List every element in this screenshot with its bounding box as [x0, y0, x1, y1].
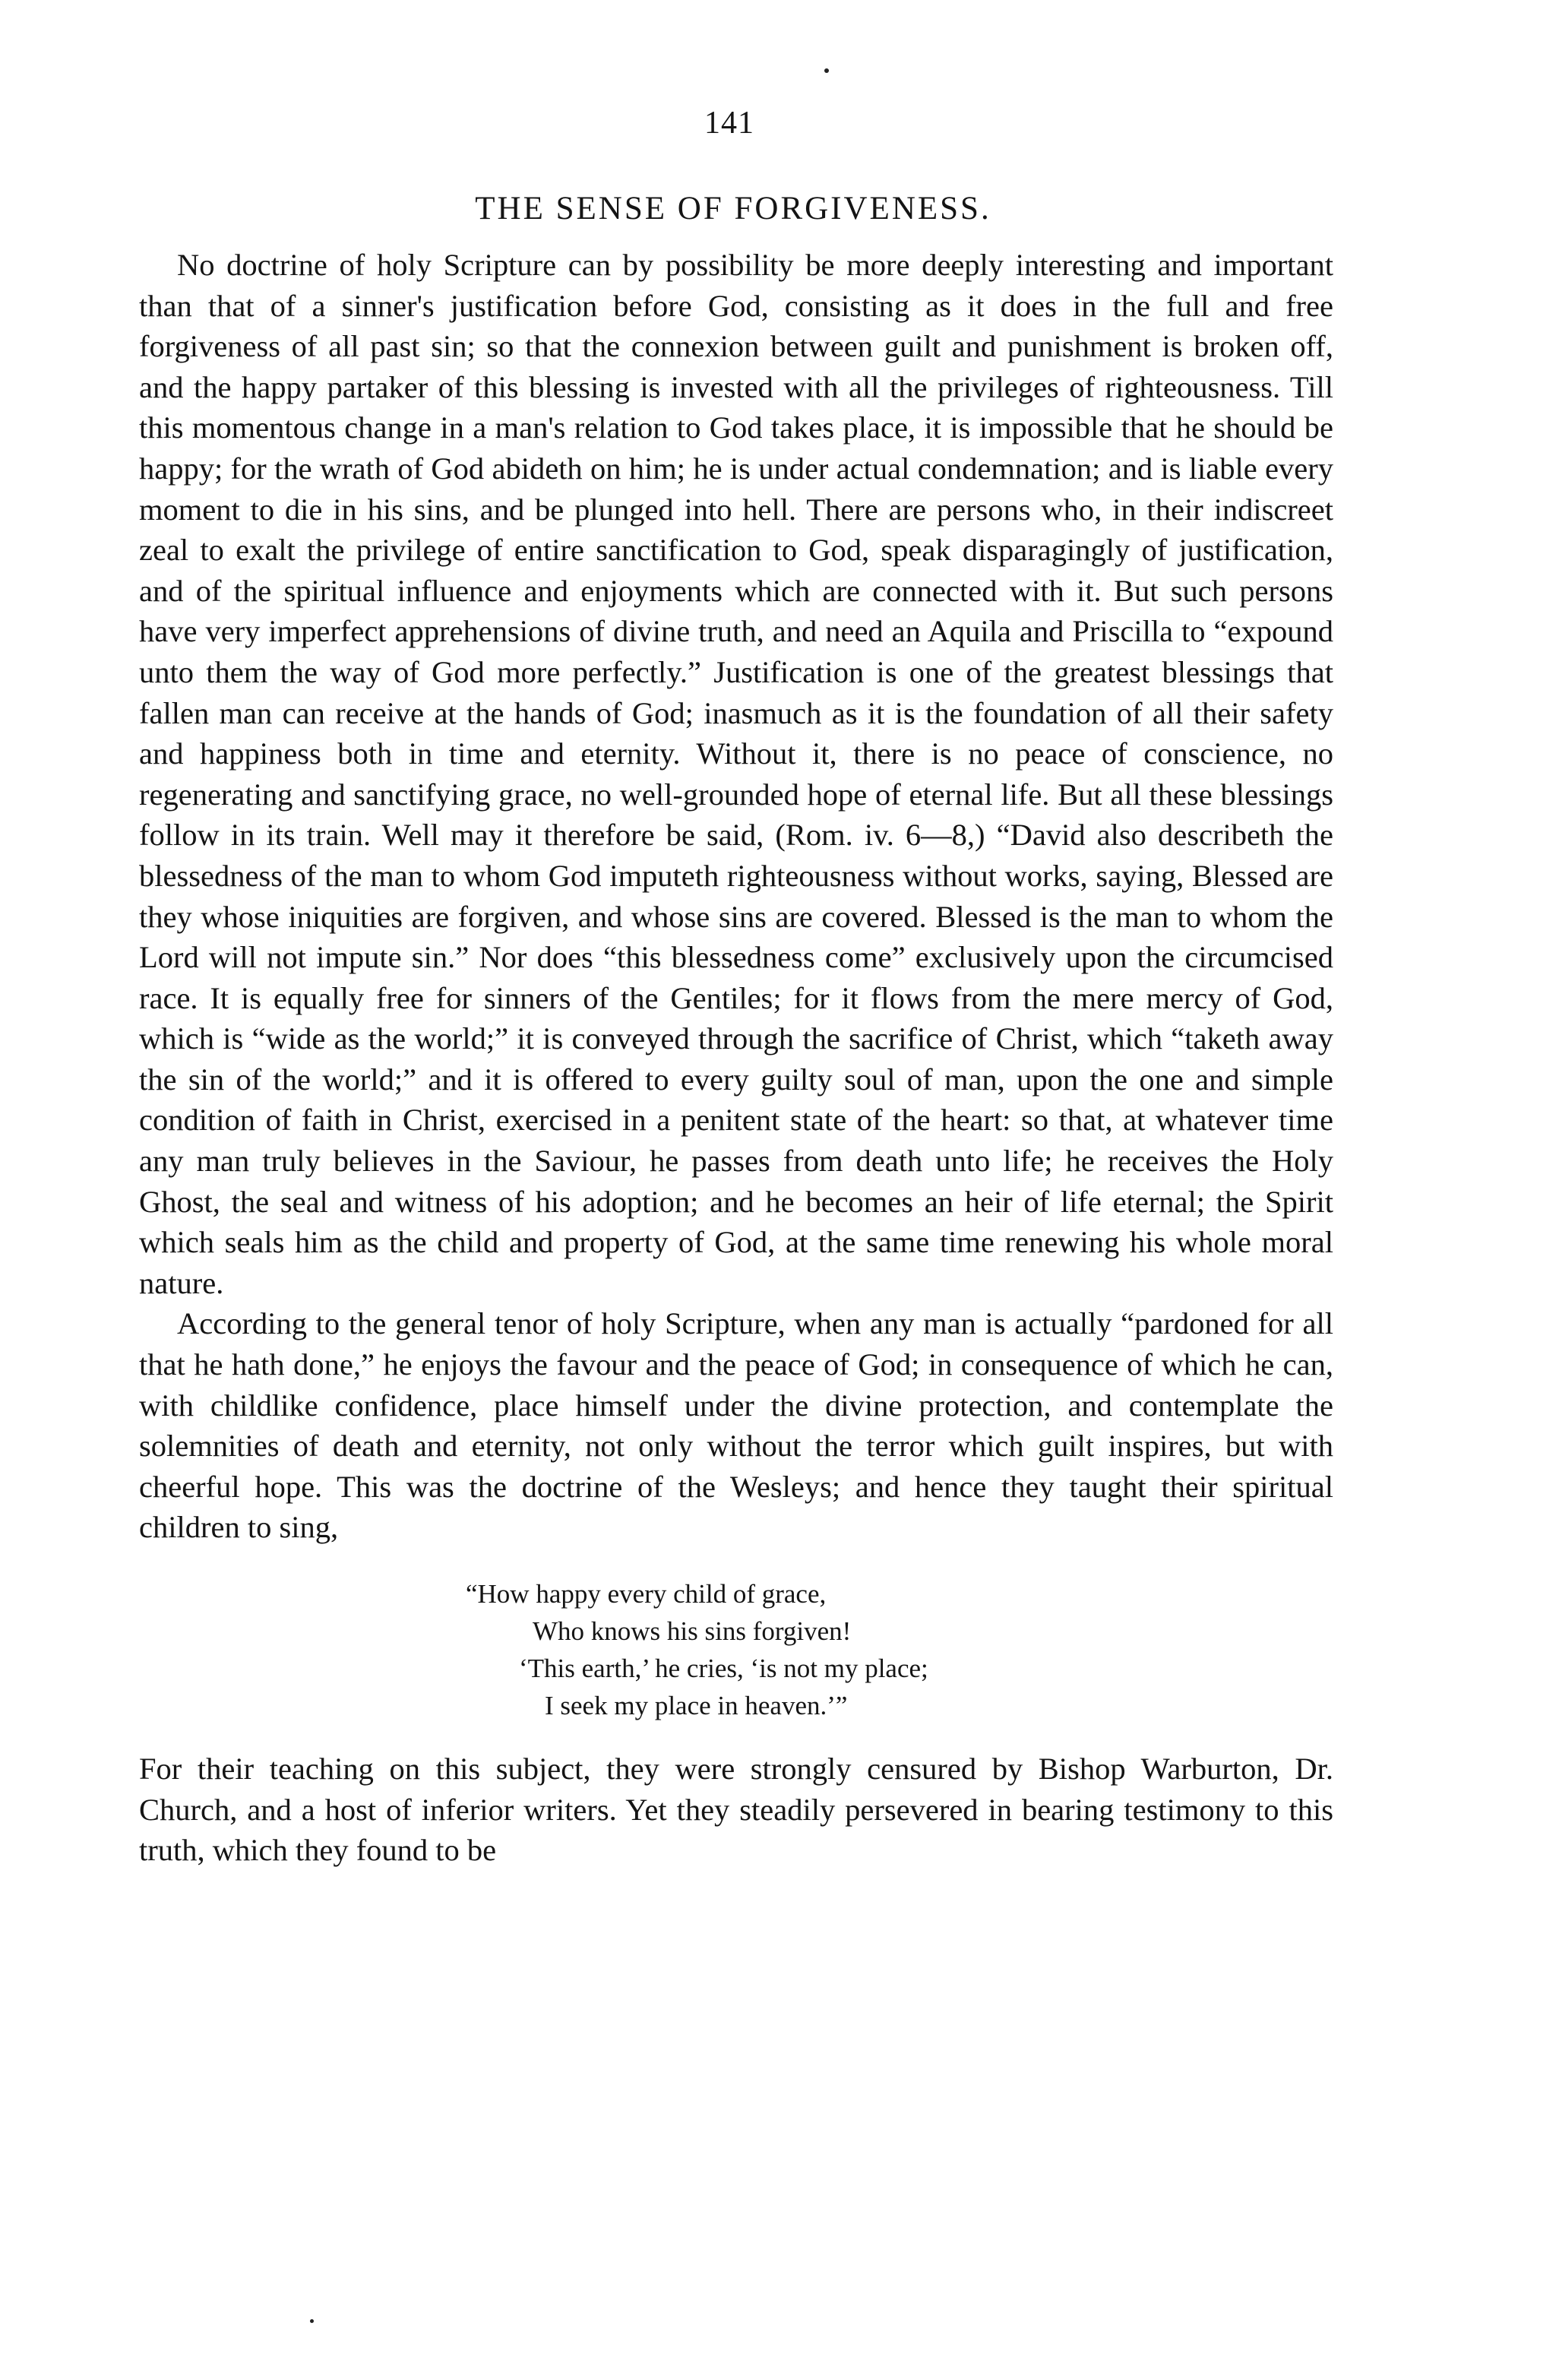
- hymn-verse: [466, 1575, 1333, 1724]
- body-text: [139, 245, 1333, 1871]
- paragraph: No doctrine of holy Scripture can by possibility be more deeply interesting and important than that of a sinner's justification before God, consisting as it does in the full and free forgiveness of all past sin; so that the connexion between guilt and punishment is broken off, and the happy partaker of this blessing is invested with all the privileges of righteousness. Till this momentous change in a man's relation to God takes place, it is impossible that he should be happy; for the wrath of God abideth on him; he is under actual condemnation; and is liable every moment to die in his sins, and be plunged into hell. There are persons who, in their indiscreet zeal to exalt the privilege of entire sanctification to God, speak disparagingly of justification, and of the spiritual influence and enjoyments which are connected with it. But such persons have very imperfect apprehensions of divine truth, and need an Aquila and Priscilla to “expound unto them the way of God more perfectly.” Justification is one of the greatest blessings that fallen man can receive at the hands of God; inasmuch as it is the foundation of all their safety and happiness both in time and eternity. Without it, there is no peace of conscience, no regenerating and sanctifying grace, no well-grounded hope of eternal life. But all these blessings follow in its train. Well may it therefore be said, (Rom. iv. 6—8,) “David also describeth the blessedness of the man to whom God imputeth righteousness without works, saying, Blessed are they whose iniquities are forgiven, and whose sins are covered. Blessed is the man to whom the Lord will not impute sin.” Nor does “this blessedness come” exclusively upon the circumcised race. It is equally free for sinners of the Gentiles; for it flows from the mere mercy of God, which is “wide as the world;” it is conveyed through the sacrifice of Christ, which “taketh away the sin of the world;” and it is offered to every guilty soul of man, upon the one and simple condition of faith in Christ, exercised in a penitent state of the heart: so that, at whatever time any man truly believes in the Saviour, he passes from death unto life; he receives the Holy Ghost, the seal and witness of his adoption; and he becomes an heir of life eternal; the Spirit which seals him as the child and property of God, at the same time renewing his whole moral nature.: [139, 248, 1333, 1300]
- verse-line: I seek my place in heaven.’”: [545, 1691, 848, 1720]
- verse-line: “How happy every child of grace,: [466, 1579, 827, 1609]
- paragraph: For their teaching on this subject, they were strongly censured by Bishop Warburton, Dr. Church, and a host of inferior writers. Yet they steadily persevered in bearing testimony to this truth, which they found to be: [139, 1752, 1333, 1868]
- print-speck: [824, 68, 829, 73]
- verse-line: ‘This earth,’ he cries, ‘is not my place;: [519, 1654, 928, 1683]
- page-number: 141: [704, 106, 754, 141]
- print-speck: [310, 2319, 314, 2323]
- paragraph: According to the general tenor of holy Scripture, when any man is actually “pardoned for all that he hath done,” he enjoys the favour and the peace of God; in consequence of which he can, with childlike confidence, place himself under the divine protection, and contemplate the solemnities of death and eternity, not only without the terror which guilt inspires, but with cheerful hope. This was the doctrine of the Wesleys; and hence they taught their spiritual children to sing,: [139, 1306, 1333, 1545]
- chapter-title: THE SENSE OF FORGIVENESS.: [475, 191, 991, 226]
- verse-line: Who knows his sins forgiven!: [533, 1616, 852, 1646]
